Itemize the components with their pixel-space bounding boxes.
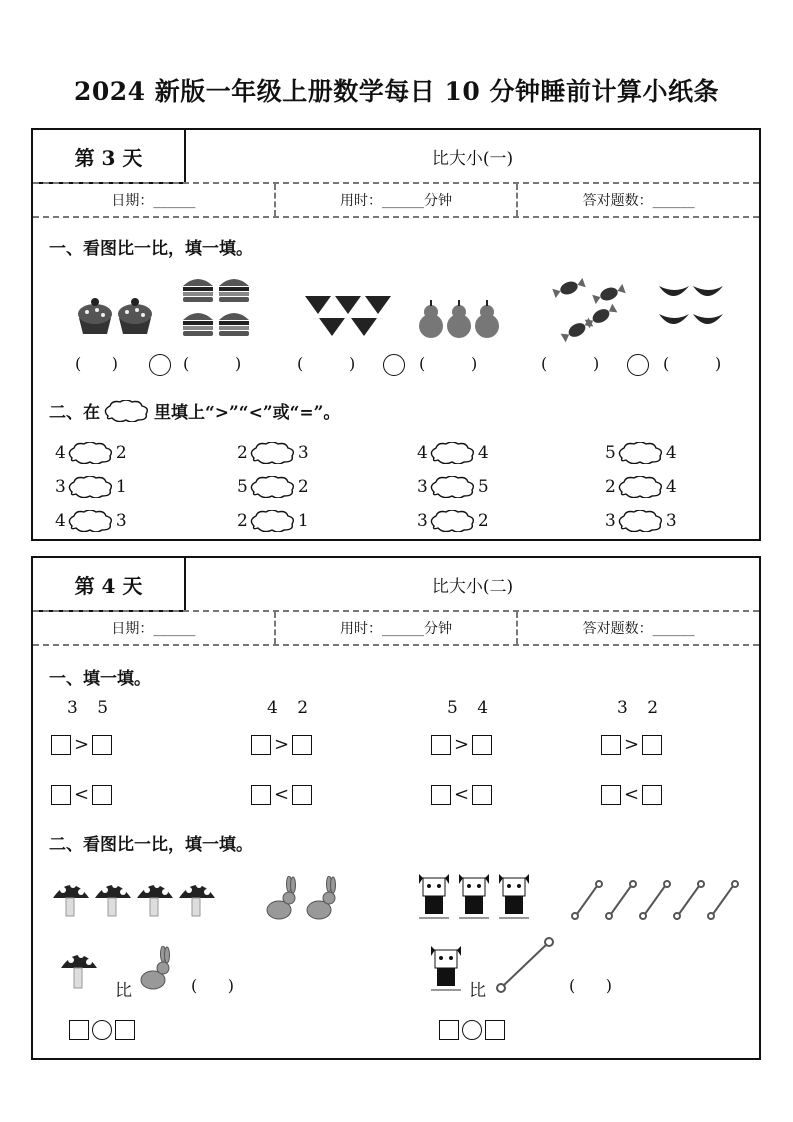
day4-card: [31, 556, 761, 1060]
right-number: 4: [477, 443, 489, 463]
answer-box[interactable]: [251, 735, 271, 755]
compare-circle[interactable]: [149, 354, 171, 376]
section2-suffix: 里填上“>”“<”或“=”。: [154, 403, 341, 423]
date-field[interactable]: 日期：______: [111, 193, 196, 209]
answer-box[interactable]: [439, 1020, 459, 1040]
greater-than-sign: >: [454, 734, 470, 755]
left-number: 5: [605, 443, 616, 463]
mushrooms-picture: [51, 876, 221, 924]
answer-box[interactable]: [292, 785, 312, 805]
pear-icon: [419, 300, 443, 338]
bananas-picture: [657, 278, 727, 342]
answer-blank[interactable]: ( ): [297, 354, 356, 373]
answer-blank[interactable]: ( ): [191, 976, 235, 995]
compare-word: 比: [115, 981, 132, 1001]
answer-box[interactable]: [92, 785, 112, 805]
greater-than-row: [431, 734, 492, 755]
pair-first: 3: [67, 698, 78, 718]
left-number: 4: [417, 443, 428, 463]
correct-count-field[interactable]: 答对题数：______: [516, 612, 759, 644]
cloud-answer-icon[interactable]: [428, 442, 478, 464]
answer-blank[interactable]: ( ): [569, 976, 613, 995]
correct-count-field[interactable]: 答对题数：______: [516, 184, 759, 216]
day4-info-row: [33, 610, 759, 646]
less-than-sign: <: [454, 784, 470, 805]
left-number: 3: [605, 511, 616, 531]
mushroom-icon: [53, 882, 89, 916]
number-pair: [67, 698, 108, 718]
answer-blank[interactable]: ( ): [663, 354, 722, 373]
cloud-answer-icon[interactable]: [616, 442, 666, 464]
comparison-problem: [417, 510, 489, 532]
right-number: 3: [297, 443, 309, 463]
comparison-problem: [55, 442, 127, 464]
burger-icon: [183, 313, 213, 336]
pair-first: 3: [617, 698, 628, 718]
answer-box[interactable]: [92, 735, 112, 755]
burger-icon: [219, 279, 249, 302]
bone-icon: [708, 881, 738, 919]
cloud-answer-icon[interactable]: [248, 476, 298, 498]
answer-blank[interactable]: ( ): [541, 354, 600, 373]
dog-icon: [459, 874, 489, 918]
right-number: 3: [665, 511, 677, 531]
right-number: 4: [665, 443, 677, 463]
cloud-answer-icon[interactable]: [248, 510, 298, 532]
cloud-icon: [102, 400, 152, 422]
left-number: 2: [237, 511, 248, 531]
left-number: 4: [55, 443, 66, 463]
day4-label: 第 4 天: [33, 558, 186, 612]
banana-icon: [659, 286, 689, 296]
day4-section1-title: 一、填一填。: [49, 669, 151, 689]
greater-than-sign: >: [74, 734, 90, 755]
pair-second: 4: [477, 698, 489, 718]
answer-box[interactable]: [601, 735, 621, 755]
compare-circle[interactable]: [462, 1020, 482, 1040]
left-number: 3: [55, 477, 66, 497]
cupcake-icon: [78, 298, 112, 334]
pair-first: 5: [447, 698, 458, 718]
answer-box[interactable]: [69, 1020, 89, 1040]
right-number: 3: [115, 511, 127, 531]
greater-than-sign: >: [274, 734, 290, 755]
watermelon-slice-icon: [305, 296, 331, 314]
answer-box[interactable]: [251, 785, 271, 805]
answer-box[interactable]: [472, 735, 492, 755]
compare-circle[interactable]: [627, 354, 649, 376]
greater-than-row: [251, 734, 312, 755]
pair-second: 2: [647, 698, 659, 718]
right-number: 2: [477, 511, 489, 531]
answer-box[interactable]: [642, 785, 662, 805]
answer-box[interactable]: [51, 735, 71, 755]
compare-circle[interactable]: [383, 354, 405, 376]
comparison-problem: [237, 510, 309, 532]
dog-icon: [419, 874, 449, 918]
comparison-problem: [55, 476, 127, 498]
bone-icon: [572, 881, 602, 919]
left-number: 3: [417, 511, 428, 531]
less-than-row: [251, 784, 312, 805]
right-number: 1: [115, 477, 127, 497]
rabbits-picture: [261, 876, 343, 922]
watermelon-picture: [303, 286, 395, 344]
mushroom-icon: [179, 882, 215, 916]
page-title: 2024 新版一年级上册数学每日 10 分钟睡前计算小纸条: [74, 77, 719, 106]
less-than-sign: <: [624, 784, 640, 805]
left-number: 2: [237, 443, 248, 463]
left-number: 4: [55, 511, 66, 531]
answer-box[interactable]: [485, 1020, 505, 1040]
left-number: 2: [605, 477, 616, 497]
candies-picture: [551, 276, 631, 344]
day4-topic: 比大小(二): [431, 576, 514, 597]
cloud-answer-icon[interactable]: [616, 476, 666, 498]
day3-card: [31, 128, 761, 541]
bone-icon: [640, 881, 670, 919]
cloud-answer-icon[interactable]: [428, 510, 478, 532]
rabbit-icon: [135, 946, 179, 992]
less-than-sign: <: [274, 784, 290, 805]
watermelon-slice-icon: [365, 296, 391, 314]
cloud-answer-icon[interactable]: [248, 442, 298, 464]
pear-icon: [447, 300, 471, 338]
bones-picture: [569, 878, 741, 922]
day3-label: 第 3 天: [33, 130, 186, 184]
answer-box[interactable]: [642, 735, 662, 755]
day3-info-row: [33, 182, 759, 218]
candy-icon: [552, 277, 586, 299]
mushroom-icon: [95, 882, 131, 916]
cloud-answer-icon[interactable]: [66, 442, 116, 464]
comparison-problem: [605, 476, 677, 498]
banana-icon: [693, 286, 723, 296]
bone-icon: [606, 881, 636, 919]
less-than-sign: <: [74, 784, 90, 805]
date-field[interactable]: 日期：______: [111, 621, 196, 637]
cupcakes-picture: [73, 270, 163, 340]
comparison-problem: [605, 442, 677, 464]
dog-icon: [429, 946, 469, 996]
answer-blank[interactable]: ( ): [419, 354, 478, 373]
left-number: 3: [417, 477, 428, 497]
compare-word: 比: [469, 981, 486, 1001]
comparison-problem: [237, 476, 309, 498]
right-number: 2: [115, 443, 127, 463]
compare-circle[interactable]: [92, 1020, 112, 1040]
pear-icon: [475, 300, 499, 338]
answer-box[interactable]: [601, 785, 621, 805]
time-field[interactable]: 用时：______分钟: [274, 612, 517, 644]
pair-first: 4: [267, 698, 278, 718]
cloud-answer-icon[interactable]: [66, 476, 116, 498]
day4-section2-title: 二、看图比一比，填一填。: [49, 835, 253, 855]
right-number: 5: [477, 477, 489, 497]
number-pair: [267, 698, 308, 718]
answer-box[interactable]: [431, 735, 451, 755]
candy-icon: [560, 317, 594, 343]
pair-second: 5: [97, 698, 109, 718]
answer-box[interactable]: [431, 785, 451, 805]
cloud-answer-icon[interactable]: [428, 476, 478, 498]
answer-box[interactable]: [292, 735, 312, 755]
pears-picture: [417, 290, 503, 342]
left-number: 5: [237, 477, 248, 497]
answer-box[interactable]: [115, 1020, 135, 1040]
pair-second: 2: [297, 698, 309, 718]
mushroom-icon: [59, 946, 103, 992]
watermelon-slice-icon: [335, 296, 361, 314]
answer-box[interactable]: [472, 785, 492, 805]
bone-icon: [674, 881, 704, 919]
compare-boxes: [69, 1020, 135, 1040]
day3-topic: 比大小(一): [431, 148, 514, 169]
answer-blank[interactable]: ( ): [75, 354, 119, 373]
dog-icon: [499, 874, 529, 918]
right-number: 2: [297, 477, 309, 497]
comparison-problem: [55, 510, 127, 532]
rabbit-icon: [267, 876, 296, 919]
greater-than-row: [601, 734, 662, 755]
right-number: 1: [297, 511, 309, 531]
compare-boxes: [439, 1020, 505, 1040]
cloud-answer-icon[interactable]: [616, 510, 666, 532]
greater-than-row: [51, 734, 112, 755]
watermelon-slice-icon: [319, 318, 345, 336]
right-number: 4: [665, 477, 677, 497]
banana-icon: [659, 314, 689, 324]
time-field[interactable]: 用时：______分钟: [274, 184, 517, 216]
day3-section1-title: 一、看图比一比，填一填。: [49, 239, 253, 259]
banana-icon: [693, 314, 723, 324]
less-than-row: [431, 784, 492, 805]
rabbit-icon: [307, 876, 336, 919]
less-than-row: [601, 784, 662, 805]
comparison-problem: [417, 476, 489, 498]
watermelon-slice-icon: [351, 318, 377, 336]
mushroom-icon: [137, 882, 173, 916]
answer-blank[interactable]: ( ): [183, 354, 242, 373]
greater-than-sign: >: [624, 734, 640, 755]
comparison-problem: [605, 510, 677, 532]
day3-section2-title: [49, 398, 340, 423]
comparison-problem: [237, 442, 309, 464]
cloud-answer-icon[interactable]: [66, 510, 116, 532]
bone-icon: [495, 936, 557, 994]
comparison-problem: [417, 442, 489, 464]
section2-prefix: 二、在: [49, 403, 100, 423]
burgers-picture: [181, 272, 253, 342]
dogs-picture: [417, 874, 535, 924]
number-pair: [447, 698, 488, 718]
candy-icon: [592, 283, 626, 305]
number-pair: [617, 698, 658, 718]
less-than-row: [51, 784, 112, 805]
burger-icon: [183, 279, 213, 302]
answer-box[interactable]: [51, 785, 71, 805]
burger-icon: [219, 313, 249, 336]
cupcake-icon: [118, 298, 152, 334]
